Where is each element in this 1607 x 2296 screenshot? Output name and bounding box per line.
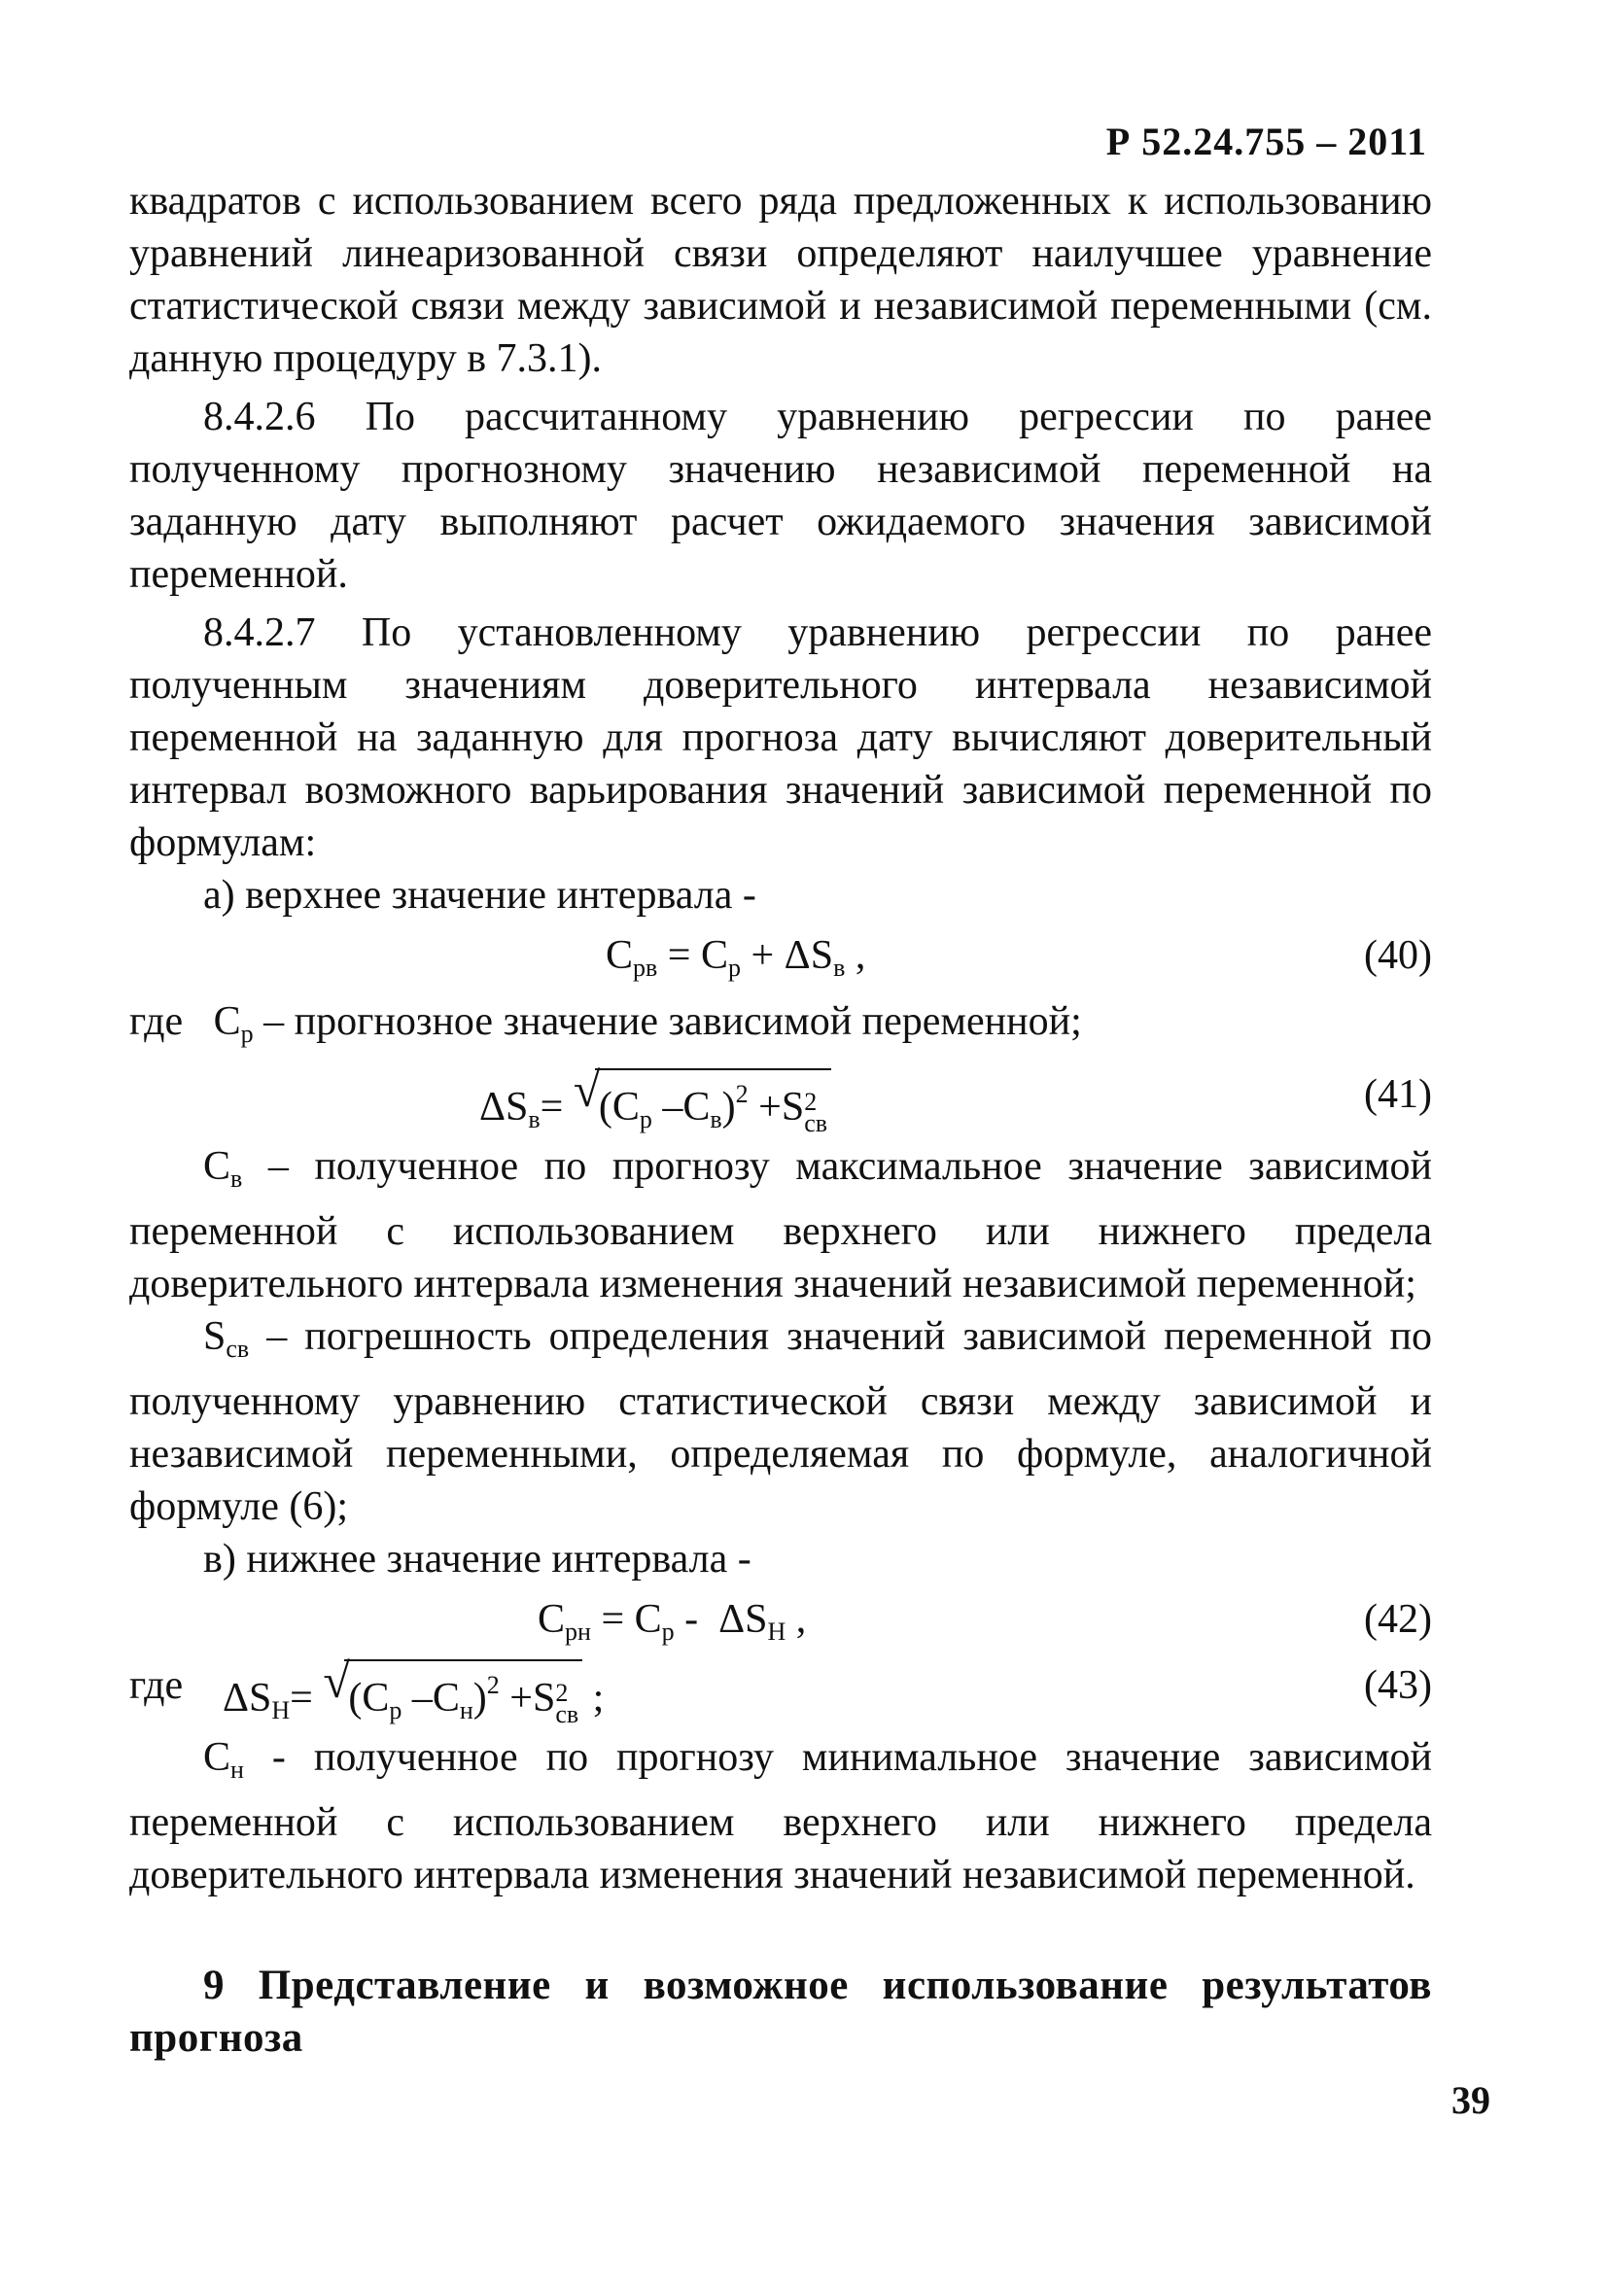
equation-number-43: (43) <box>1364 1663 1432 1708</box>
item-b-lower-value: в) нижнее значение интервала - <box>203 1537 751 1582</box>
formula-41 <box>129 1062 1432 1137</box>
where-label-43: где <box>129 1663 184 1708</box>
formula-40 <box>129 929 1432 988</box>
page-body <box>129 175 1432 2065</box>
formula-40-expression: $C_{рв} = C_р + \Delta S_в$ , <box>606 933 866 982</box>
definition-cp: где $C_р$ – прогнозное значение зависимой переменной; <box>129 999 1082 1048</box>
sqrt-symbol: √ ($C_р$ $-C_в)^2 +S2$ св <box>574 1068 831 1144</box>
definition-cv: $C_в$ – полученное по прогнозу максимальное значение зависимой переменной с использованием верхнего или нижнего предела доверительного интервала изменения значений независимой переменной; <box>129 1144 1432 1306</box>
equation-number-41: (41) <box>1364 1072 1432 1117</box>
formula-43-expression: $\Delta S_Н=$ √ ($C_р$ $-C_н)^2 +S2$ св ; <box>223 1659 604 1737</box>
section-heading-9: 9 Представление и возможное использование результатов прогноза <box>129 1963 1432 2061</box>
formula-41-expression: $\Delta S_в=$ √ ($C_р$ $-C_в)^2 +S2$ св <box>479 1068 831 1146</box>
document-header: Р 52.24.755 – 2011 <box>1105 120 1427 163</box>
definition-cn: $C_н$ - полученное по прогнозу минимальное значение зависимой переменной с использованием верхнего или нижнего предела доверительного интервала изменения значений независимой переменной. <box>129 1735 1433 1897</box>
definition-cv-text: – полученное по прогнозу максимальное значение зависимой переменной с использованием верхнего или нижнего предела доверительного интервала изменения значений независимой переменной; <box>129 1144 1432 1306</box>
where-label: где <box>129 999 184 1044</box>
paragraph-8-4-2-7: 8.4.2.7 По установленному уравнению регрессии по ранее полученным значениям доверительного интервала независимой переменной на заданную для прогноза дату вычисляют доверительный интервал возможного варьирования значений зависимой переменной по формулам: <box>129 610 1432 865</box>
paragraph-continuation: квадратов с использованием всего ряда предложенных к использованию уравнений линеаризованной связи определяют наилучшее уравнение статистической связи между зависимой и независимой переменными (см. данную процедуру в 7.3.1). <box>129 179 1432 381</box>
paragraph-8-4-2-6: 8.4.2.6 По рассчитанному уравнению регрессии по ранее полученному прогнозному значению независимой переменной на заданную дату выполняют расчет ожидаемого значения зависимой переменной. <box>129 395 1432 597</box>
definition-scv-text: – погрешность определения значений зависимой переменной по полученному уравнению статистической связи между зависимой и независимой переменными, определяемая по формуле, аналогичной формуле (6); <box>129 1314 1432 1529</box>
definition-cp-text: – прогнозное значение зависимой переменной; <box>263 999 1082 1044</box>
definition-cn-text: - полученное по прогнозу минимальное значение зависимой переменной с использованием верхнего или нижнего предела доверительного интервала изменения значений независимой переменной. <box>129 1735 1433 1897</box>
definition-scv: $S_{св}$ – погрешность определения значений зависимой переменной по полученному уравнению статистической связи между зависимой и независимой переменными, определяемая по формуле, аналогичной формуле (6); <box>129 1314 1432 1529</box>
sqrt-symbol-43: √ ($C_р$ $-C_н)^2 +S2$ св <box>323 1659 582 1735</box>
formula-42-expression: $C_{рн} = C_р - \Delta S_Н$ , <box>538 1597 807 1646</box>
formula-43 <box>129 1653 1432 1728</box>
equation-number-42: (42) <box>1364 1597 1432 1642</box>
item-a-upper-value: а) верхнее значение интервала - <box>203 873 756 918</box>
page-number: 39 <box>1451 2078 1490 2122</box>
formula-42 <box>129 1593 1432 1652</box>
equation-number-40: (40) <box>1364 933 1432 978</box>
